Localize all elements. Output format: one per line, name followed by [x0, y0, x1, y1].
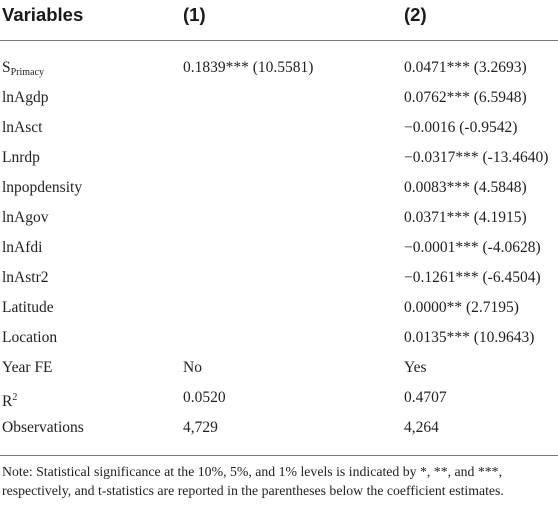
row-col2-value: −0.0317*** (-13.4640): [404, 149, 549, 166]
row-col2-value: 0.0762*** (6.5948): [404, 89, 527, 106]
row-label: lnAgdp: [2, 89, 49, 106]
row-label: Observations: [2, 419, 84, 436]
table-row: [0, 203, 558, 233]
row-col2-value: 0.0471*** (3.2693): [404, 59, 527, 76]
table-row: [0, 113, 558, 143]
row-label: $S_{Primacy}$: [2, 59, 44, 78]
row-col2-value: Yes: [404, 359, 427, 376]
table-row: [0, 83, 558, 113]
row-col2-value: 0.4707: [404, 389, 447, 406]
row-col2-value: 4,264: [404, 419, 439, 436]
row-col2-value: −0.1261*** (-6.4504): [404, 269, 541, 286]
row-label: lnAstr2: [2, 269, 49, 286]
row-label: Year FE: [2, 359, 53, 376]
row-label: lnAgov: [2, 209, 49, 226]
table-row: [0, 143, 558, 173]
row-label: Latitude: [2, 299, 54, 316]
table-header-row: [0, 0, 558, 41]
header-column-1: (1): [183, 4, 206, 25]
row-col2-value: 0.0135*** (10.9643): [404, 329, 535, 346]
row-label: $R^2$: [2, 392, 18, 410]
table-row: [0, 353, 558, 383]
row-col1-value: 4,729: [183, 419, 218, 436]
row-col2-value: 0.0371*** (4.1915): [404, 209, 527, 226]
row-col1-value: 0.0520: [183, 389, 226, 406]
row-col2-value: 0.0083*** (4.5848): [404, 179, 527, 196]
row-label: Lnrdp: [2, 149, 40, 166]
table-row: [0, 53, 558, 83]
row-label: Location: [2, 329, 58, 346]
table-note: Note: Statistical significance at the 10%, 5%, and 1% levels is indicated by *, **, and ***, respectively, and t-statistics are reported in the parentheses below the coefficient estimates.: [2, 464, 504, 498]
row-col2-value: −0.0016 (-0.9542): [404, 119, 518, 136]
row-label: lnAfdi: [2, 239, 43, 256]
table-row: [0, 323, 558, 353]
row-col2-value: 0.0000** (2.7195): [404, 299, 519, 316]
table-row: [0, 173, 558, 203]
row-col2-value: −0.0001*** (-4.0628): [404, 239, 541, 256]
table-row: [0, 383, 558, 413]
row-label: lnAsct: [2, 119, 43, 136]
table-row: [0, 413, 558, 443]
header-variables: Variables: [2, 4, 84, 25]
table-row: [0, 293, 558, 323]
table-body: [0, 41, 558, 443]
table-row: [0, 263, 558, 293]
header-column-2: (2): [404, 4, 427, 25]
row-col1-value: No: [183, 359, 202, 376]
table-bottom-rule: [0, 455, 558, 456]
row-label: lnpopdensity: [2, 179, 83, 196]
table-row: [0, 233, 558, 263]
row-col1-value: 0.1839*** (10.5581): [183, 59, 314, 76]
